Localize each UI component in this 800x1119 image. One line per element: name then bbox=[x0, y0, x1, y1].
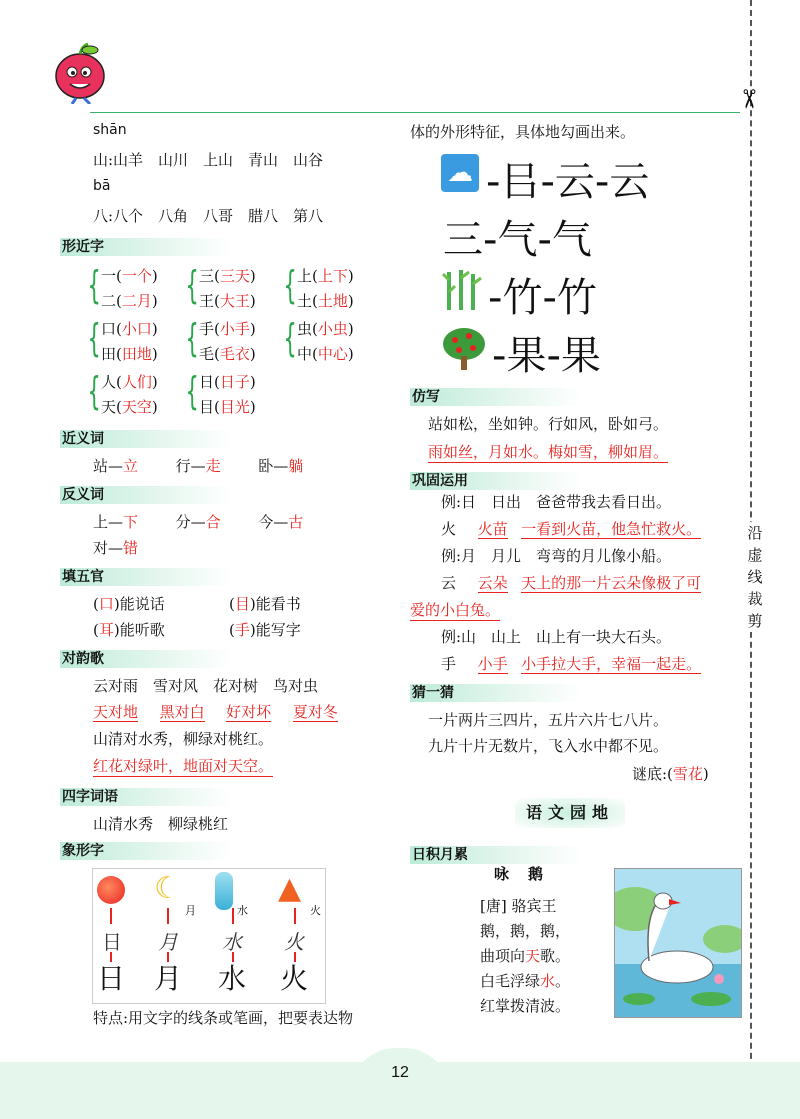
xj-pair: 虫(小虫) bbox=[297, 320, 354, 338]
xj-pair: 日(日子) bbox=[199, 373, 256, 391]
ancient-moon: 月 bbox=[185, 904, 196, 917]
brace-6: { bbox=[283, 316, 297, 360]
jinyi-pairs: 站—立 行—走 卧—躺 bbox=[93, 457, 304, 475]
xj-pair: 土(土地) bbox=[297, 292, 354, 310]
wuguan-item: (耳)能听歌 bbox=[93, 621, 165, 639]
gonggu-example-1: 例:日 日出 爸爸带我去看日出。 bbox=[441, 493, 672, 511]
xj-pair: 手(小手) bbox=[199, 320, 256, 338]
gonggu-yun-2: 爱的小白兔。 bbox=[410, 601, 501, 619]
brace-4: { bbox=[87, 316, 101, 360]
apple-mascot-icon bbox=[50, 42, 110, 104]
poem-author: [唐] 骆宾王 bbox=[480, 897, 557, 915]
xj-pair: 人(人们) bbox=[101, 373, 158, 391]
gonggu-example-3: 例:山 山上 山上有一块大石头。 bbox=[441, 628, 672, 646]
duiyun-line-1: 云对雨 雪对风 花对树 鸟对虫 bbox=[93, 677, 319, 695]
ancient-fire: 火 bbox=[310, 904, 321, 917]
brace-5: { bbox=[185, 316, 199, 360]
poem-title: 咏 鹅 bbox=[494, 865, 546, 883]
page-number: 12 bbox=[391, 1064, 409, 1081]
fire-icon: ▲ bbox=[278, 871, 302, 906]
shan-words: 山:山羊 山川 上山 青山 山谷 bbox=[93, 151, 324, 169]
xj-pair: 口(小口) bbox=[101, 320, 158, 338]
goose-illustration bbox=[614, 868, 742, 1018]
connector bbox=[232, 908, 234, 924]
evo-row-3: -竹-竹 bbox=[488, 275, 597, 321]
yuwen-yuandi-title: 语文园地 bbox=[525, 803, 614, 822]
header-rule bbox=[90, 112, 740, 113]
moon-icon: ☾ bbox=[154, 871, 181, 906]
xj-pair: 毛(毛衣) bbox=[199, 345, 256, 363]
xj-pair: 一(一个) bbox=[101, 267, 158, 285]
riddle-line-1: 一片两片三四片，五片六片七八片。 bbox=[428, 711, 669, 729]
mid-sun: 日 bbox=[102, 930, 122, 954]
connector bbox=[110, 952, 112, 962]
connector bbox=[294, 908, 296, 924]
xj-pair: 中(中心) bbox=[297, 345, 354, 363]
mid-moon: 月 bbox=[158, 930, 178, 954]
mid-water: 水 bbox=[222, 930, 242, 954]
fangxie-line-2: 雨如丝，月如水。梅如雪，柳如眉。 bbox=[428, 443, 669, 461]
poem-line-4: 红掌拨清波。 bbox=[480, 997, 571, 1015]
poem-line-2: 曲项向天歌。 bbox=[480, 947, 571, 965]
xj-pair: 天(天空) bbox=[101, 398, 158, 416]
char-ri: 日 bbox=[97, 962, 126, 995]
pinyin-ba: bā bbox=[93, 178, 111, 194]
ba-words: 八:八个 八角 八哥 腊八 第八 bbox=[93, 207, 324, 225]
brace-7: { bbox=[87, 369, 101, 413]
scissors-icon: ✂ bbox=[732, 88, 763, 110]
mid-fire: 火 bbox=[284, 930, 304, 954]
evo-row-2: 三-气-气 bbox=[443, 217, 592, 263]
wuguan-item: (手)能写字 bbox=[229, 621, 301, 639]
fanyi-pair-4: 对—错 bbox=[93, 539, 139, 557]
section-fangxie: 仿写 bbox=[410, 388, 582, 406]
char-shui: 水 bbox=[218, 962, 247, 995]
gonggu-huo: 火 火苗 一看到火苗，他急忙救火。 bbox=[441, 520, 702, 538]
sizi-line: 山清水秀 柳绿桃红 bbox=[93, 815, 229, 833]
yuwen-yuandi-banner bbox=[515, 798, 625, 828]
connector bbox=[167, 952, 169, 962]
fangxie-line-1: 站如松，坐如钟。行如风，卧如弓。 bbox=[428, 415, 669, 433]
section-jinyici: 近义词 bbox=[60, 430, 232, 448]
duiyun-line-3: 山清对水秀，柳绿对桃红。 bbox=[93, 730, 274, 748]
riddle-answer: 谜底:(雪花) bbox=[632, 765, 709, 783]
gonggu-yun: 云 云朵 天上的那一片云朵像极了可 bbox=[441, 574, 702, 592]
xj-pair: 上(上下) bbox=[297, 267, 354, 285]
section-sizi: 四字词语 bbox=[60, 788, 232, 806]
section-xingjinzi: 形近字 bbox=[60, 238, 232, 256]
tedian-line: 特点:用文字的线条或笔画，把要表达物 bbox=[93, 1009, 354, 1027]
section-gonggu: 巩固运用 bbox=[410, 472, 582, 490]
brace-8: { bbox=[185, 369, 199, 413]
section-rijiyuelei: 日积月累 bbox=[410, 846, 582, 864]
connector bbox=[294, 952, 296, 962]
connector bbox=[167, 908, 169, 924]
section-fanyici: 反义词 bbox=[60, 486, 232, 504]
gonggu-example-2: 例:月 月儿 弯弯的月儿像小船。 bbox=[441, 547, 672, 565]
poem-line-1: 鹅，鹅，鹅， bbox=[480, 922, 571, 940]
brace-3: { bbox=[283, 263, 297, 307]
wuguan-item: (口)能说话 bbox=[93, 595, 165, 613]
section-wuguan: 填五官 bbox=[60, 568, 232, 586]
xj-pair: 田(田地) bbox=[101, 345, 158, 363]
intro-line: 体的外形特征，具体地勾画出来。 bbox=[410, 123, 636, 141]
poem-line-3: 白毛浮绿水。 bbox=[480, 972, 571, 990]
evo-row-4: -果-果 bbox=[492, 333, 601, 379]
xj-pair: 目(目光) bbox=[199, 398, 256, 416]
char-huo: 火 bbox=[280, 962, 309, 995]
section-xiangxing: 象形字 bbox=[60, 842, 232, 860]
duiyun-line-2: 天对地 黑对白 好对坏 夏对冬 bbox=[93, 703, 338, 721]
cut-label: 沿虚线裁剪 bbox=[743, 522, 767, 632]
brace-1: { bbox=[87, 263, 101, 307]
riddle-line-2: 九片十片无数片，飞入水中都不见。 bbox=[428, 737, 669, 755]
cloud-icon: ☁ bbox=[441, 154, 479, 192]
section-duiyunge: 对韵歌 bbox=[60, 650, 232, 668]
evo-row-1: -㠯-云-云 bbox=[486, 159, 650, 205]
fruit-tree-icon bbox=[441, 326, 487, 370]
gonggu-shou: 手 小手 小手拉大手，幸福一起走。 bbox=[441, 655, 702, 673]
xj-pair: 王(大王) bbox=[199, 292, 256, 310]
water-icon bbox=[215, 872, 233, 910]
wuguan-item: (目)能看书 bbox=[229, 595, 301, 613]
xj-pair: 二(二月) bbox=[101, 292, 158, 310]
char-yue: 月 bbox=[154, 962, 183, 995]
sun-icon bbox=[97, 876, 125, 904]
xj-pair: 三(三天) bbox=[199, 267, 256, 285]
brace-2: { bbox=[185, 263, 199, 307]
ancient-water: 水 bbox=[237, 904, 248, 917]
connector bbox=[110, 908, 112, 924]
pinyin-shan: shān bbox=[93, 122, 127, 138]
fanyi-pairs: 上—下 分—合 今—古 bbox=[93, 513, 304, 531]
section-caiyicai: 猜一猜 bbox=[410, 684, 582, 702]
connector bbox=[232, 952, 234, 962]
bamboo-icon bbox=[441, 270, 485, 310]
duiyun-line-4: 红花对绿叶，地面对天空。 bbox=[93, 757, 274, 775]
